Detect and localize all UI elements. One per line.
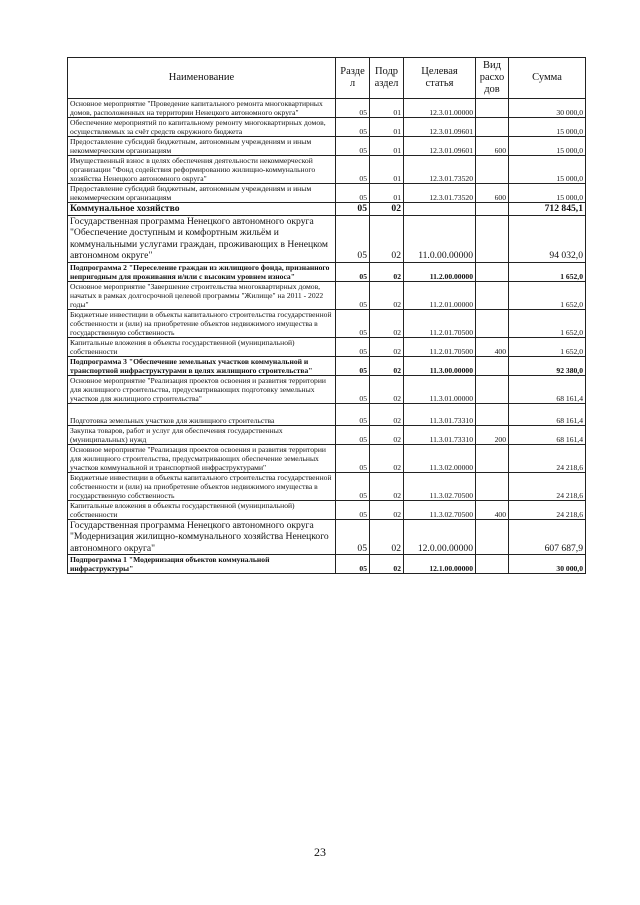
cell-amount: 1 652,0 — [509, 309, 586, 337]
cell-subsection: 02 — [370, 500, 404, 519]
cell-name: Предоставление субсидий бюджетным, автономным учреждениям и иным некоммерческим организациям — [68, 137, 336, 156]
cell-expense-type: 600 — [476, 137, 509, 156]
cell-target: 11.3.01.73310 — [404, 403, 476, 425]
header-subsection: Подр аздел — [370, 58, 404, 99]
cell-name: Подпрограмма 3 "Обеспечение земельных участков коммунальной и транспортной инфраструктурами в целях жилищного строительства" — [68, 356, 336, 375]
cell-amount: 68 161,4 — [509, 425, 586, 444]
cell-amount: 15 000,0 — [509, 137, 586, 156]
cell-subsection: 02 — [370, 375, 404, 403]
cell-name: Коммунальное хозяйство — [68, 203, 336, 216]
cell-subsection: 02 — [370, 281, 404, 309]
cell-name: Основное мероприятие "Проведение капитального ремонта многоквартирных домов, расположенных на территории Ненецкого автономного округа" — [68, 99, 336, 118]
cell-expense-type: 600 — [476, 184, 509, 203]
cell-section: 05 — [336, 472, 370, 500]
cell-subsection: 02 — [370, 425, 404, 444]
cell-subsection: 01 — [370, 118, 404, 137]
cell-target: 11.2.01.70500 — [404, 337, 476, 356]
cell-target: 12.3.01.09601 — [404, 118, 476, 137]
cell-amount: 92 380,0 — [509, 356, 586, 375]
cell-amount: 24 218,6 — [509, 500, 586, 519]
cell-target: 11.3.00.00000 — [404, 356, 476, 375]
cell-amount: 15 000,0 — [509, 184, 586, 203]
cell-subsection: 02 — [370, 337, 404, 356]
cell-subsection: 02 — [370, 262, 404, 281]
table-row — [68, 472, 586, 500]
cell-expense-type — [476, 555, 509, 574]
cell-section: 05 — [336, 137, 370, 156]
cell-subsection: 01 — [370, 156, 404, 184]
cell-subsection: 02 — [370, 555, 404, 574]
table-row — [68, 184, 586, 203]
cell-amount: 30 000,0 — [509, 99, 586, 118]
cell-name: Подготовка земельных участков для жилищного строительства — [68, 403, 336, 425]
cell-subsection: 02 — [370, 444, 404, 472]
cell-target: 11.3.02.70500 — [404, 500, 476, 519]
table-row — [68, 403, 586, 425]
cell-section: 05 — [336, 337, 370, 356]
table-row — [68, 444, 586, 472]
cell-name: Основное мероприятие "Реализация проектов освоения и развития территории для жилищного строительства, предусматривающих обеспечение земельных участков коммунальной и транспортной инфраструктурами" — [68, 444, 336, 472]
cell-subsection: 02 — [370, 309, 404, 337]
cell-expense-type — [476, 472, 509, 500]
cell-amount: 24 218,6 — [509, 472, 586, 500]
cell-expense-type — [476, 356, 509, 375]
cell-expense-type — [476, 215, 509, 262]
table-row — [68, 425, 586, 444]
cell-expense-type — [476, 203, 509, 216]
cell-expense-type: 200 — [476, 425, 509, 444]
cell-name: Имущественный взнос в целях обеспечения деятельности некоммерческой организации "Фонд содействия реформированию жилищно-коммунального хозяйства Ненецкого автономного округа" — [68, 156, 336, 184]
cell-subsection: 02 — [370, 403, 404, 425]
cell-subsection: 01 — [370, 184, 404, 203]
cell-section: 05 — [336, 444, 370, 472]
cell-section: 05 — [336, 156, 370, 184]
table-row — [68, 118, 586, 137]
cell-expense-type — [476, 375, 509, 403]
cell-name: Подпрограмма 1 "Модернизация объектов коммунальной инфраструктуры" — [68, 555, 336, 574]
table-row — [68, 281, 586, 309]
table-row — [68, 262, 586, 281]
cell-name: Основное мероприятие "Реализация проектов освоения и развития территории для жилищного строительства, предусматривающих подготовку земельных участков для жилищного строительства" — [68, 375, 336, 403]
cell-section: 05 — [336, 99, 370, 118]
cell-name: Государственная программа Ненецкого автономного округа "Обеспечение доступным и комфортным жильём и коммунальными услугами граждан, проживающих в Ненецком автономном округе" — [68, 215, 336, 262]
cell-name: Бюджетные инвестиции в объекты капитального строительства государственной собственности и (или) на приобретение объектов недвижимого имущества в государственную собственность — [68, 472, 336, 500]
header-target: Целевая статья — [404, 58, 476, 99]
cell-expense-type — [476, 309, 509, 337]
header-amount: Сумма — [509, 58, 586, 99]
cell-expense-type: 400 — [476, 500, 509, 519]
table-header-row — [68, 58, 586, 99]
cell-amount: 30 000,0 — [509, 555, 586, 574]
cell-expense-type — [476, 118, 509, 137]
table-row — [68, 309, 586, 337]
cell-amount: 15 000,0 — [509, 118, 586, 137]
cell-subsection: 02 — [370, 203, 404, 216]
cell-name: Закупка товаров, работ и услуг для обеспечения государственных (муниципальных) нужд — [68, 425, 336, 444]
cell-target: 12.3.01.09601 — [404, 137, 476, 156]
cell-amount: 68 161,4 — [509, 375, 586, 403]
cell-amount: 68 161,4 — [509, 403, 586, 425]
cell-section: 05 — [336, 118, 370, 137]
table-row — [68, 137, 586, 156]
header-expense-type: Вид расхо дов — [476, 58, 509, 99]
cell-expense-type: 400 — [476, 337, 509, 356]
cell-target: 12.1.00.00000 — [404, 555, 476, 574]
cell-name: Обеспечение мероприятий по капитальному ремонту многоквартирных домов, осуществляемых за счёт средств окружного бюджета — [68, 118, 336, 137]
cell-expense-type — [476, 403, 509, 425]
cell-section: 05 — [336, 425, 370, 444]
table-row — [68, 156, 586, 184]
budget-table — [67, 57, 586, 574]
page-number: 23 — [314, 845, 326, 859]
cell-expense-type — [476, 281, 509, 309]
cell-section: 05 — [336, 262, 370, 281]
cell-section: 05 — [336, 215, 370, 262]
cell-target: 11.0.00.00000 — [404, 215, 476, 262]
cell-subsection: 02 — [370, 472, 404, 500]
cell-expense-type — [476, 519, 509, 555]
cell-amount: 712 845,1 — [509, 203, 586, 216]
cell-amount: 94 032,0 — [509, 215, 586, 262]
cell-expense-type — [476, 99, 509, 118]
cell-amount: 24 218,6 — [509, 444, 586, 472]
cell-subsection: 01 — [370, 99, 404, 118]
table-row — [68, 519, 586, 555]
table-row — [68, 375, 586, 403]
table-row — [68, 356, 586, 375]
cell-target: 12.3.01.73520 — [404, 156, 476, 184]
cell-section: 05 — [336, 309, 370, 337]
cell-amount: 607 687,9 — [509, 519, 586, 555]
cell-section: 05 — [336, 555, 370, 574]
cell-name: Подпрограмма 2 "Переселение граждан из жилищного фонда, признанного непригодным для проживания и/или с высоким уровнем износа" — [68, 262, 336, 281]
cell-target: 12.3.01.73520 — [404, 184, 476, 203]
cell-target: 12.0.00.00000 — [404, 519, 476, 555]
cell-section: 05 — [336, 184, 370, 203]
cell-subsection: 01 — [370, 137, 404, 156]
cell-target: 11.2.00.00000 — [404, 262, 476, 281]
cell-expense-type — [476, 262, 509, 281]
cell-target: 11.3.01.00000 — [404, 375, 476, 403]
cell-section: 05 — [336, 375, 370, 403]
cell-section: 05 — [336, 500, 370, 519]
cell-expense-type — [476, 444, 509, 472]
cell-amount: 1 652,0 — [509, 337, 586, 356]
header-section: Разде л — [336, 58, 370, 99]
cell-section: 05 — [336, 403, 370, 425]
cell-name: Бюджетные инвестиции в объекты капитального строительства государственной собственности и (или) на приобретение объектов недвижимого имущества в государственную собственность — [68, 309, 336, 337]
cell-target: 11.3.02.70500 — [404, 472, 476, 500]
cell-subsection: 02 — [370, 356, 404, 375]
cell-target: 11.2.01.00000 — [404, 281, 476, 309]
cell-subsection: 02 — [370, 215, 404, 262]
cell-target — [404, 203, 476, 216]
cell-name: Предоставление субсидий бюджетным, автономным учреждениям и иным некоммерческим организациям — [68, 184, 336, 203]
table-row — [68, 203, 586, 216]
cell-section: 05 — [336, 519, 370, 555]
cell-target: 11.3.01.73310 — [404, 425, 476, 444]
table-row — [68, 99, 586, 118]
cell-section: 05 — [336, 356, 370, 375]
cell-name: Капитальные вложения в объекты государственной (муниципальной) собственности — [68, 500, 336, 519]
table-row — [68, 215, 586, 262]
cell-subsection: 02 — [370, 519, 404, 555]
cell-section: 05 — [336, 281, 370, 309]
cell-target: 11.3.02.00000 — [404, 444, 476, 472]
cell-section: 05 — [336, 203, 370, 216]
cell-name: Капитальные вложения в объекты государственной (муниципальной) собственности — [68, 337, 336, 356]
table-row — [68, 337, 586, 356]
cell-amount: 1 652,0 — [509, 262, 586, 281]
cell-name: Государственная программа Ненецкого автономного округа "Модернизация жилищно-коммунального хозяйства Ненецкого автономного округа" — [68, 519, 336, 555]
cell-name: Основное мероприятие "Завершение строительства многоквартирных домов, начатых в рамках долгосрочной целевой программы "Жилище" на 2011 - 2022 годы" — [68, 281, 336, 309]
table-row — [68, 555, 586, 574]
cell-target: 12.3.01.00000 — [404, 99, 476, 118]
cell-target: 11.2.01.70500 — [404, 309, 476, 337]
cell-amount: 15 000,0 — [509, 156, 586, 184]
table-row — [68, 500, 586, 519]
table-body — [68, 99, 586, 574]
cell-expense-type — [476, 156, 509, 184]
header-name: Наименование — [68, 58, 336, 99]
cell-amount: 1 652,0 — [509, 281, 586, 309]
